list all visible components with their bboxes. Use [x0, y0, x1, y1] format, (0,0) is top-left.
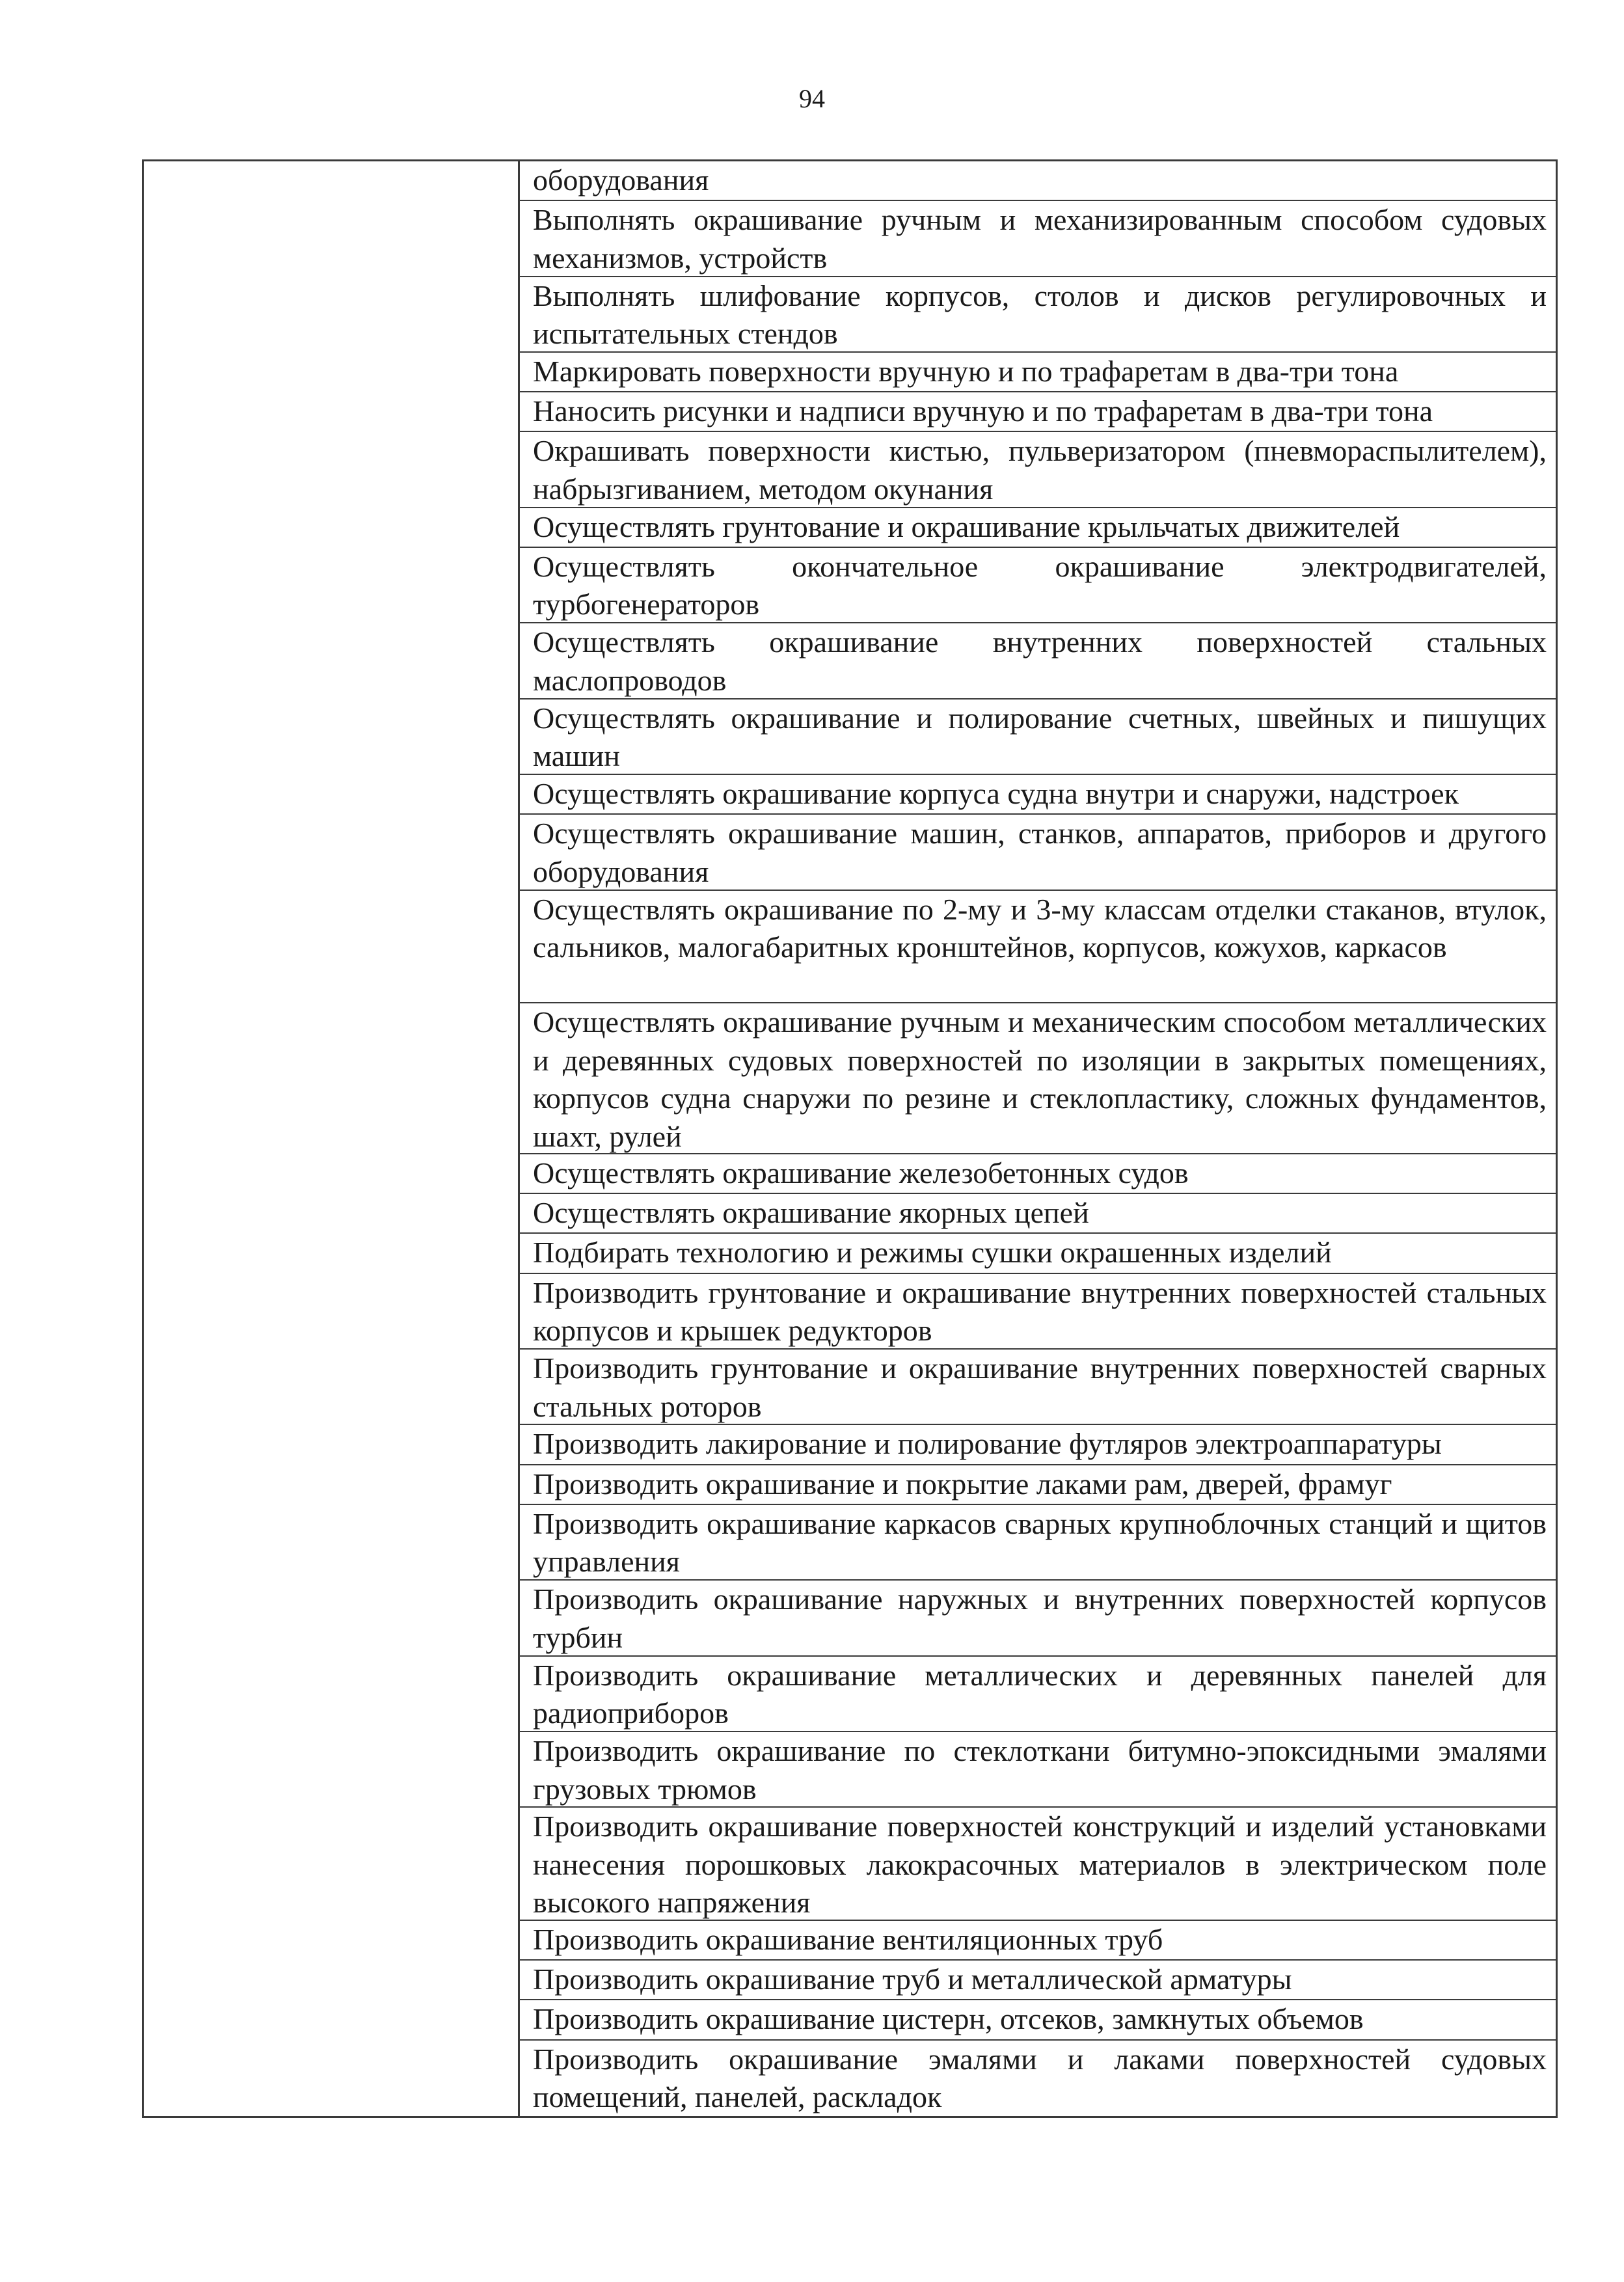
table-row: Производить окрашивание каркасов сварных крупноблочных станций и щитов управления: [520, 1505, 1556, 1581]
page-number: 94: [799, 84, 825, 113]
table-row: Производить окрашивание и покрытие лаками рам, дверей, фрамуг: [520, 1465, 1556, 1505]
table-row: Производить окрашивание металлических и деревянных панелей для радиоприборов: [520, 1657, 1556, 1732]
table-row: Производить окрашивание по стеклоткани битумно-эпоксидными эмалями грузовых трюмов: [520, 1732, 1556, 1808]
table-row: Производить окрашивание цистерн, отсеков, замкнутых объемов: [520, 2000, 1556, 2040]
table-right-column: [520, 161, 1556, 2116]
table-row: Осуществлять окрашивание по 2-му и 3-му классам отделки стаканов, втулок, сальников, малогабаритных кронштейнов, корпусов, кожухов, каркасов: [520, 891, 1556, 1004]
table-row: Окрашивать поверхности кистью, пульверизатором (пневмораспылителем), набрызгиванием, методом окунания: [520, 432, 1556, 508]
table-row: Выполнять шлифование корпусов, столов и дисков регулировочных и испытательных стендов: [520, 277, 1556, 353]
table-row: Осуществлять окрашивание корпуса судна внутри и снаружи, надстроек: [520, 775, 1556, 815]
table-row: Наносить рисунки и надписи вручную и по трафаретам в два-три тона: [520, 392, 1556, 432]
table-row: Осуществлять окрашивание ручным и механическим способом металлических и деревянных судовых поверхностей по изоляции в закрытых помещениях, корпусов судна снаружи по резине и стеклопластику, сложных фундаментов, шахт, рулей: [520, 1003, 1556, 1154]
table-row: Осуществлять окончательное окрашивание электродвигателей, турбогенераторов: [520, 548, 1556, 623]
table-row: Производить грунтование и окрашивание внутренних поверхностей стальных корпусов и крышек редукторов: [520, 1274, 1556, 1350]
table-row: Осуществлять окрашивание внутренних поверхностей стальных маслопроводов: [520, 623, 1556, 699]
table-left-column-empty: [144, 161, 520, 2116]
table-row: Осуществлять окрашивание железобетонных судов: [520, 1154, 1556, 1194]
table-row: Производить грунтование и окрашивание внутренних поверхностей сварных стальных роторов: [520, 1350, 1556, 1425]
table-row: Выполнять окрашивание ручным и механизированным способом судовых механизмов, устройств: [520, 201, 1556, 277]
table-row: Осуществлять окрашивание машин, станков, аппаратов, приборов и другого оборудования: [520, 815, 1556, 890]
table-row: Производить окрашивание эмалями и лаками поверхностей судовых помещений, панелей, раскладок: [533, 2042, 1547, 2114]
table-row: Производить окрашивание наружных и внутренних поверхностей корпусов турбин: [520, 1581, 1556, 1656]
table-row: оборудования: [520, 161, 1556, 201]
table-row: Производить окрашивание поверхностей конструкций и изделий установками нанесения порошковых лакокрасочных материалов в электрическом поле высокого напряжения: [520, 1808, 1556, 1921]
table-row: Осуществлять окрашивание якорных цепей: [520, 1194, 1556, 1234]
table-row: Производить лакирование и полирование футляров электроаппаратуры: [520, 1425, 1556, 1465]
table-row: Маркировать поверхности вручную и по трафаретам в два-три тона: [520, 353, 1556, 392]
table-row: Осуществлять грунтование и окрашивание крыльчатых движителей: [520, 508, 1556, 548]
activities-table: [142, 159, 1558, 2118]
table-row: Осуществлять окрашивание и полирование счетных, швейных и пишущих машин: [520, 700, 1556, 775]
table-row: Производить окрашивание труб и металлической арматуры: [520, 1961, 1556, 2000]
table-row: Производить окрашивание вентиляционных труб: [520, 1921, 1556, 1961]
table-row: Подбирать технологию и режимы сушки окрашенных изделий: [520, 1234, 1556, 1273]
